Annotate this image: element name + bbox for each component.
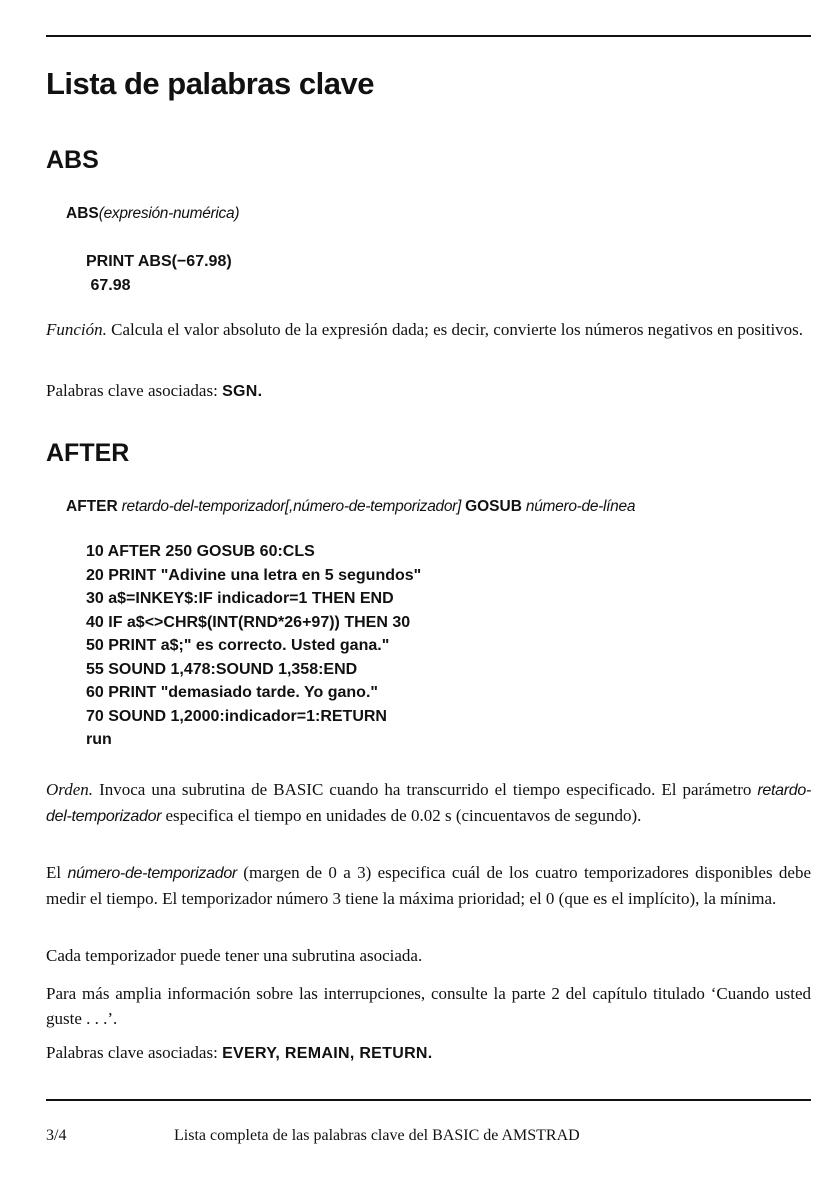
- after-timer-text: El: [46, 863, 68, 882]
- after-code-example: 10 AFTER 250 GOSUB 60:CLS 20 PRINT "Adivine una letra en 5 segundos" 30 a$=INKEY$:IF indicador=1 THEN END 40 IF a$<>CHR$(INT(RND*26+97)) THEN 30 50 PRINT a$;" es correcto. Usted gana." 55 SOUND 1,478:SOUND 1,358:END 60 PRINT "demasiado tarde. Yo gano." 70 SOUND 1,2000:indicador=1:RETURN run: [86, 543, 422, 748]
- after-syntax: [66, 496, 635, 518]
- after-order-text-end: especifica el tiempo en unidades de 0.02 s (cincuentavos de segundo).: [161, 806, 642, 825]
- abs-assoc-label: Palabras clave asociadas:: [46, 381, 223, 400]
- abs-syntax-argument: (expresión-numérica): [98, 205, 240, 222]
- after-order-label: Orden.: [46, 780, 94, 799]
- abs-syntax: [66, 203, 239, 225]
- after-timer-text-end: (margen de 0 a 3) especifica cuál de los cuatro temporizadores disponibles debe medir el tiempo. El temporizador número 3 tiene la máxima prioridad; el 0 (que es el implícito), la mínima.: [46, 863, 812, 908]
- after-order-text: Invoca una subrutina de BASIC cuando ha transcurrido el tiempo especificado. El parámetro: [93, 780, 758, 799]
- after-syntax-line-argument: número-de-línea: [521, 498, 636, 515]
- bottom-rule: [46, 1099, 811, 1101]
- after-order-term: retardo-del-temporizador: [46, 782, 811, 825]
- after-syntax-keyword: AFTER: [66, 498, 118, 515]
- after-more-info: Para más amplia información sobre las interrupciones, consulte la parte 2 del capítulo titulado ‘Cuando usted guste . . .’.: [46, 984, 811, 1028]
- after-order-description: [46, 777, 811, 829]
- footer-book-title: Lista completa de las palabras clave del BASIC de AMSTRAD: [174, 1127, 580, 1144]
- section-heading-after: AFTER: [46, 439, 130, 467]
- after-timer-term: número-de-temporizador: [67, 865, 237, 882]
- page-title: Lista de palabras clave: [46, 66, 374, 101]
- after-assoc-label: Palabras clave asociadas:: [46, 1043, 223, 1062]
- abs-function-label: Función.: [46, 320, 107, 339]
- after-each-timer-note: Cada temporizador puede tener una subrutina asociada.: [46, 946, 423, 965]
- after-syntax-argument: retardo-del-temporizador[,número-de-temporizador]: [117, 498, 466, 515]
- abs-syntax-keyword: ABS: [66, 205, 99, 222]
- top-rule: [46, 35, 811, 37]
- after-associated-keywords: [46, 1040, 811, 1066]
- after-timer-description: [46, 860, 811, 911]
- abs-function-text: Calcula el valor absoluto de la expresión dada; es decir, convierte los números negativos en positivos.: [106, 320, 804, 339]
- section-heading-abs: ABS: [46, 146, 99, 174]
- after-assoc-keywords: EVERY, REMAIN, RETURN.: [222, 1045, 433, 1062]
- abs-code-example: PRINT ABS(−67.98) 67.98: [86, 253, 232, 294]
- abs-associated-keywords: [46, 378, 811, 404]
- abs-assoc-keywords: SGN.: [222, 383, 263, 400]
- after-syntax-gosub-keyword: GOSUB: [465, 498, 522, 515]
- footer-page-number: 3/4: [46, 1127, 67, 1144]
- abs-function-description: [46, 317, 811, 342]
